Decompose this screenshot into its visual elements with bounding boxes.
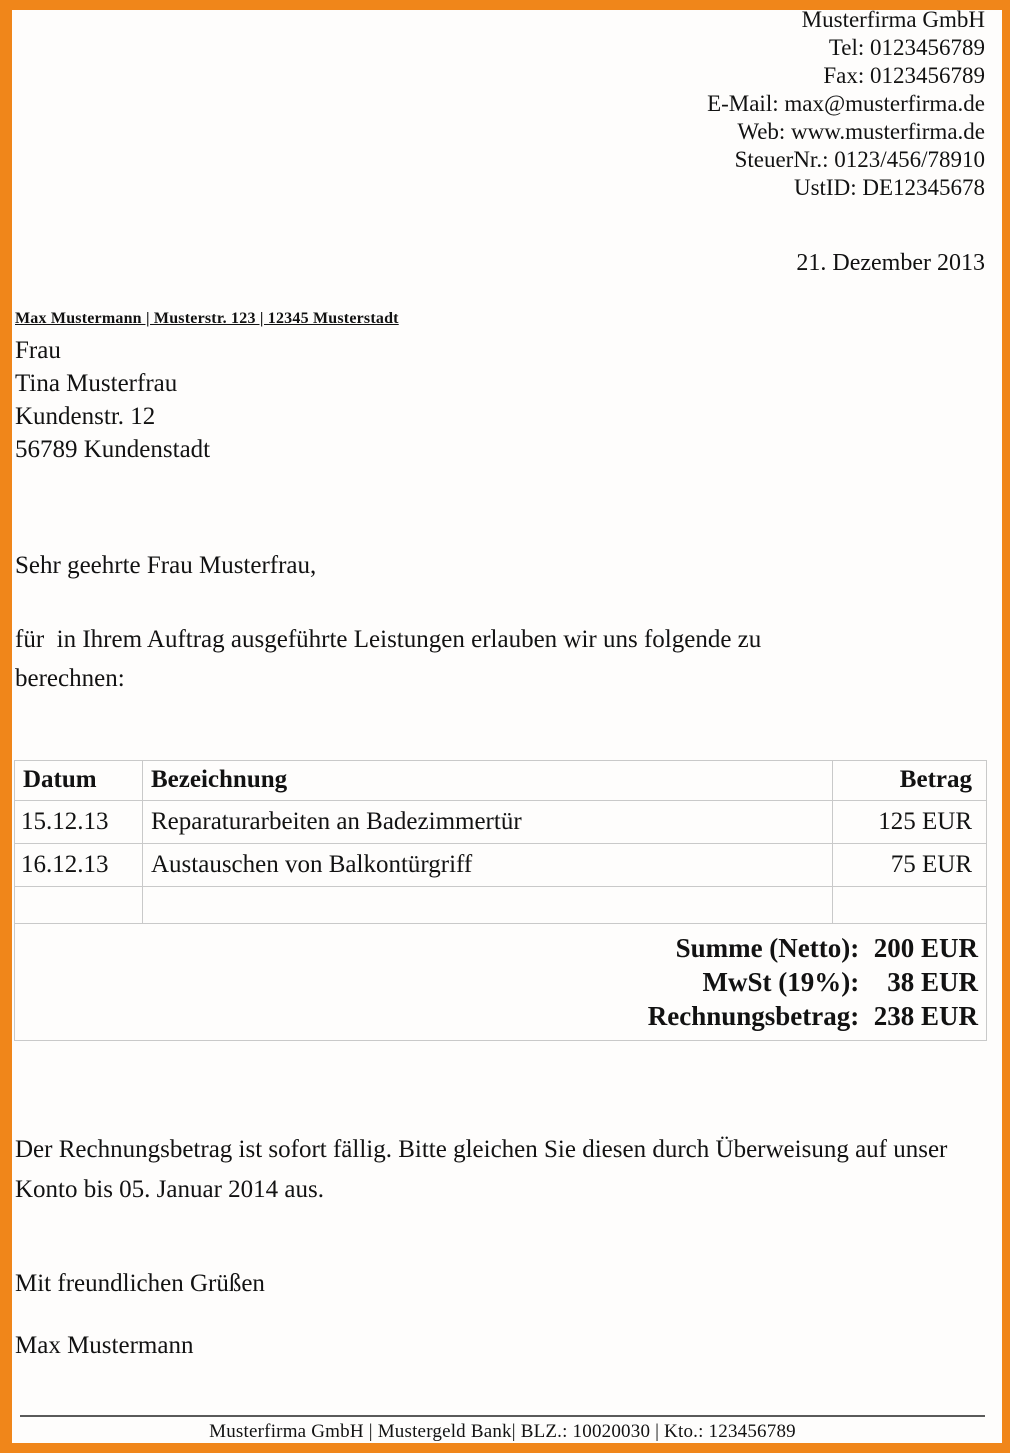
table-row-empty: [15, 887, 987, 924]
total-net-label: Summe (Netto):: [675, 933, 860, 963]
row-date: 15.12.13: [15, 801, 143, 844]
totals-block: [15, 924, 987, 1041]
table-row: [15, 844, 987, 887]
row-date: [15, 887, 143, 924]
footer-bank-line: Musterfirma GmbH | Mustergeld Bank| BLZ.: 10020030 | Kto.: 123456789: [20, 1415, 985, 1443]
company-web: Web: www.musterfirma.de: [737, 119, 985, 144]
recipient-address: [15, 334, 210, 466]
company-header: [707, 6, 985, 202]
totals-row: [15, 924, 987, 1041]
payment-note: Der Rechnungsbetrag ist sofort fällig. Bitte gleichen Sie diesen durch Überweisung auf unser Konto bis 05. Januar 2014 aus.: [15, 1136, 948, 1203]
row-amount: 75 EUR: [833, 844, 987, 887]
recipient-title: Frau: [15, 337, 61, 364]
company-tel: Tel: 0123456789: [828, 35, 985, 60]
total-net-line: [23, 931, 978, 965]
row-date: 16.12.13: [15, 844, 143, 887]
company-vat-id: UstID: DE12345678: [793, 175, 985, 200]
total-gross-value: 238 EUR: [873, 1001, 978, 1031]
recipient-street: Kundenstr. 12: [15, 403, 156, 430]
recipient-name: Tina Musterfrau: [15, 370, 178, 397]
total-gross-label: Rechnungsbetrag:: [647, 1001, 860, 1031]
salutation: Sehr geehrte Frau Musterfrau,: [15, 552, 317, 579]
company-name: Musterfirma GmbH: [801, 7, 985, 32]
row-description: Reparaturarbeiten an Badezimmertür: [143, 801, 833, 844]
row-description: [143, 887, 833, 924]
column-header-bezeichnung: Bezeichnung: [143, 761, 833, 801]
total-gross-line: [23, 999, 978, 1033]
company-tax-number: SteuerNr.: 0123/456/78910: [734, 147, 985, 172]
column-header-datum: Datum: [15, 761, 143, 801]
closing-greeting: Mit freundlichen Grüßen: [15, 1270, 265, 1297]
total-vat-label: MwSt (19%):: [702, 967, 860, 997]
letter-date: 21. Dezember 2013: [796, 250, 985, 276]
row-description: Austauschen von Balkontürgriff: [143, 844, 833, 887]
total-net-value: 200 EUR: [873, 933, 978, 963]
company-fax: Fax: 0123456789: [823, 63, 985, 88]
row-amount: 125 EUR: [833, 801, 987, 844]
company-email: E-Mail: max@musterfirma.de: [707, 91, 985, 116]
row-amount: [833, 887, 987, 924]
recipient-city: 56789 Kundenstadt: [15, 436, 211, 463]
total-vat-line: [23, 965, 978, 999]
invoice-table-header-row: [15, 761, 987, 801]
table-row: [15, 801, 987, 844]
total-vat-value: 38 EUR: [887, 967, 978, 997]
sender-return-address: Max Mustermann | Musterstr. 123 | 12345 Musterstadt: [15, 310, 399, 327]
intro-paragraph: für in Ihrem Auftrag ausgeführte Leistungen erlauben wir uns folgende zu berechnen:: [15, 626, 768, 692]
column-header-betrag: Betrag: [833, 761, 987, 801]
signature-name: Max Mustermann: [15, 1332, 194, 1359]
invoice-table: [14, 760, 987, 1041]
